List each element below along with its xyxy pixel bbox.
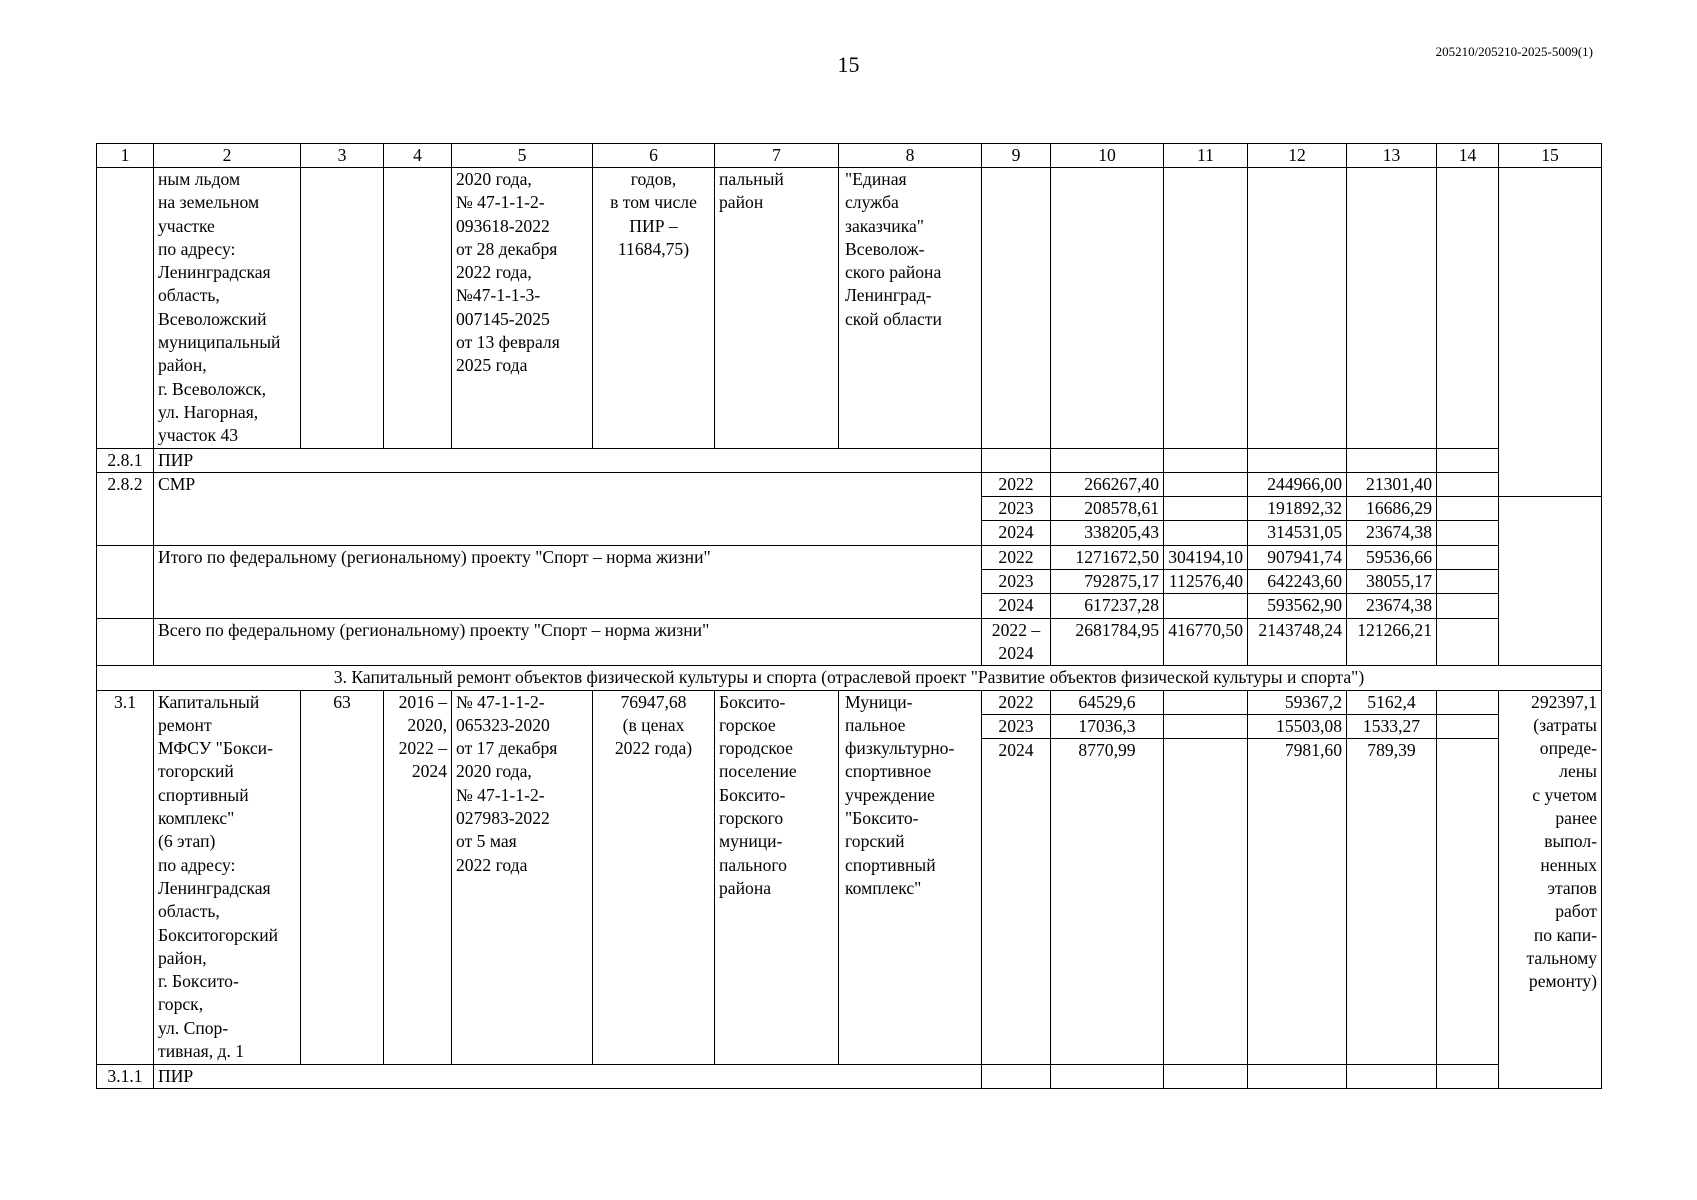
table-row: [97, 448, 1602, 472]
value-cell: [1164, 690, 1248, 714]
value-cell: 121266,21: [1347, 618, 1437, 666]
value-cell: 59367,2: [1248, 690, 1347, 714]
col-header: 14: [1437, 144, 1499, 168]
row-label: ПИР: [154, 448, 982, 472]
value-cell: 1271672,50: [1051, 545, 1164, 569]
budget-table: [96, 143, 1602, 1089]
value-cell: 789,39: [1347, 739, 1437, 1065]
value-cell: 15503,08: [1248, 714, 1347, 738]
value-cell: 314531,05: [1248, 521, 1347, 545]
year-cell: 2024: [982, 594, 1051, 618]
col-header: 3: [301, 144, 384, 168]
page-number: 15: [837, 52, 860, 77]
table-row: [97, 618, 1602, 666]
value-cell: 617237,28: [1051, 594, 1164, 618]
value-cell: 907941,74: [1248, 545, 1347, 569]
value-cell: 2681784,95: [1051, 618, 1164, 666]
year-cell: 2024: [982, 739, 1051, 1065]
value-cell: [1164, 594, 1248, 618]
year-cell: 2022: [982, 545, 1051, 569]
value-cell: 1533,27: [1347, 714, 1437, 738]
col-header: 2: [154, 144, 301, 168]
value-cell: 593562,90: [1248, 594, 1347, 618]
col-header: 1: [97, 144, 154, 168]
section-heading-row: [97, 666, 1602, 690]
table-row: [97, 545, 1602, 569]
value-cell: 792875,17: [1051, 570, 1164, 594]
object-name-cell: Капитальный ремонт МФСУ "Бокси- тогорский спортивный комплекс" (6 этап) по адресу: Ленинградская область, Бокситогорский район, г. Бокcито- горск, ул. Спор- тивная, д. 1: [154, 690, 301, 1065]
col-header: 9: [982, 144, 1051, 168]
value-cell: [1164, 739, 1248, 1065]
expertise-cell: 2020 года, № 47-1-1-2- 093618-2022 от 28 декабря 2022 года, №47-1-1-3- 007145-2025 от 13 февраля 2025 года: [452, 168, 593, 449]
value-cell: 23674,38: [1347, 521, 1437, 545]
value-cell: 5162,4: [1347, 690, 1437, 714]
col-header: 10: [1051, 144, 1164, 168]
value-cell: 38055,17: [1347, 570, 1437, 594]
value-cell: [1164, 521, 1248, 545]
value-cell: 17036,3: [1051, 714, 1164, 738]
value-cell: 416770,50: [1164, 618, 1248, 666]
value-cell: 304194,10: [1164, 545, 1248, 569]
value-cell: 208578,61: [1051, 497, 1164, 521]
column-number-row: [97, 144, 1602, 168]
year-cell: 2023: [982, 714, 1051, 738]
col-header: 12: [1248, 144, 1347, 168]
col-header: 4: [384, 144, 452, 168]
row-number: 3.1: [97, 690, 154, 1065]
year-cell: 2023: [982, 570, 1051, 594]
table-row: [97, 690, 1602, 714]
value-cell: 7981,60: [1248, 739, 1347, 1065]
period-cell: 2016 – 2020, 2022 – 2024: [384, 690, 452, 1065]
year-cell: 2023: [982, 497, 1051, 521]
cost-cell: годов, в том числе ПИР – 11684,75): [593, 168, 715, 449]
value-cell: 64529,6: [1051, 690, 1164, 714]
customer-cell: "Единая служба заказчика" Всеволож- ского района Ленинград- ской области: [839, 168, 982, 449]
cost-cell: 76947,68 (в ценах 2022 года): [593, 690, 715, 1065]
value-cell: [1164, 472, 1248, 496]
object-name-cell: ным льдом на земельном участке по адресу: Ленинградская область, Всеволожский муниципальный район, г. Всеволожск, ул. Нагорная, участок 43: [154, 168, 301, 449]
continuation-row: [97, 168, 1602, 449]
year-cell: 2022: [982, 690, 1051, 714]
municipality-cell: Боксито- горское городское поселение Боксито- горского муници- пального района: [715, 690, 839, 1065]
grand-total-label: Всего по федеральному (региональному) проекту "Спорт – норма жизни": [154, 618, 982, 666]
row-number: 3.1.1: [97, 1065, 154, 1089]
table-row: [97, 472, 1602, 496]
col-header: 5: [452, 144, 593, 168]
row-label: ПИР: [154, 1065, 982, 1089]
table-row: [97, 1065, 1602, 1089]
row-number: 2.8.1: [97, 448, 154, 472]
document-id: 205210/205210-2025-5009(1): [1435, 44, 1593, 59]
col-header: 13: [1347, 144, 1437, 168]
section-title: 3. Капитальный ремонт объектов физической культуры и спорта (отраслевой проект "Развитие объектов физической культуры и спорта"): [97, 666, 1602, 690]
col-header: 11: [1164, 144, 1248, 168]
value-cell: [1164, 497, 1248, 521]
year-cell: 2024: [982, 521, 1051, 545]
customer-cell: Муници- пальное физкультурно- спортивное учреждение "Боксито- горский спортивный комплекс": [839, 690, 982, 1065]
expertise-cell: № 47-1-1-2- 065323-2020 от 17 декабря 2020 года, № 47-1-1-2- 027983-2022 от 5 мая 2022 года: [452, 690, 593, 1065]
value-cell: 59536,66: [1347, 545, 1437, 569]
value-cell: 21301,40: [1347, 472, 1437, 496]
year-cell: 2022 – 2024: [982, 618, 1051, 666]
col-header: 6: [593, 144, 715, 168]
value-cell: 266267,40: [1051, 472, 1164, 496]
value-cell: 23674,38: [1347, 594, 1437, 618]
col-header: 7: [715, 144, 839, 168]
notes-cell: 292397,1 (затраты опреде- лены с учетом ранее выпол- ненных этапов работ по капи- тальному ремонту): [1499, 690, 1602, 1089]
value-cell: 244966,00: [1248, 472, 1347, 496]
value-cell: 112576,40: [1164, 570, 1248, 594]
value-cell: 16686,29: [1347, 497, 1437, 521]
row-number: 2.8.2: [97, 472, 154, 545]
value-cell: 642243,60: [1248, 570, 1347, 594]
row-label: СМР: [154, 472, 982, 545]
value-cell: 191892,32: [1248, 497, 1347, 521]
value-cell: [1164, 714, 1248, 738]
municipality-cell: пальный район: [715, 168, 839, 449]
value-cell: 338205,43: [1051, 521, 1164, 545]
capacity-cell: 63: [301, 690, 384, 1065]
value-cell: 2143748,24: [1248, 618, 1347, 666]
col-header: 8: [839, 144, 982, 168]
value-cell: 8770,99: [1051, 739, 1164, 1065]
total-label: Итого по федеральному (региональному) проекту "Спорт – норма жизни": [154, 545, 982, 618]
col-header: 15: [1499, 144, 1602, 168]
year-cell: 2022: [982, 472, 1051, 496]
